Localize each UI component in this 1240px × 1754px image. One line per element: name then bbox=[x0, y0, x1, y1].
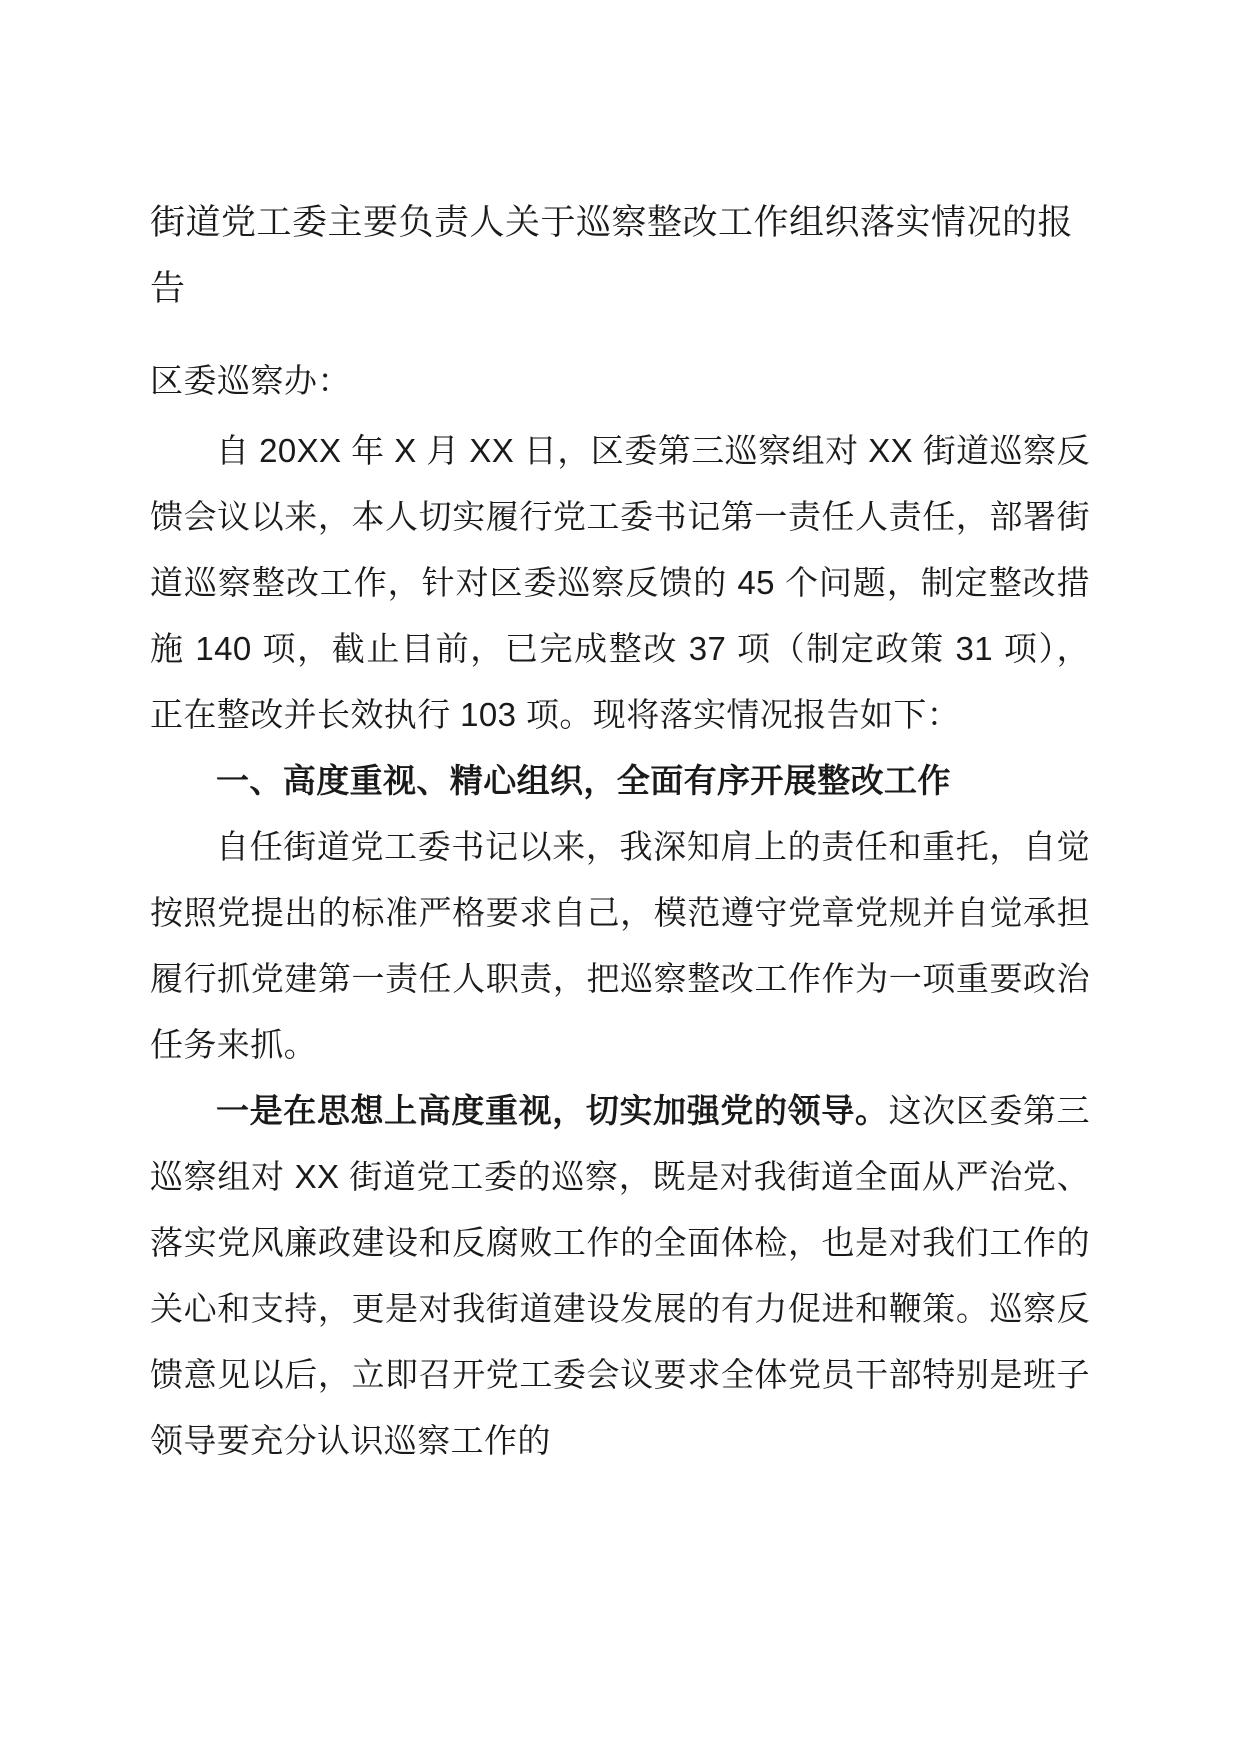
point-one-lead: 一是在思想上高度重视，切实加强党的领导。 bbox=[216, 1092, 889, 1129]
document-salutation: 区委巡察办： bbox=[150, 362, 351, 399]
intro-paragraph: 自 20XX 年 X 月 XX 日，区委第三巡察组对 XX 街道巡察反馈会议以来，本人切实履行党工委书记第一责任人责任，部署街道巡察整改工作，针对区委巡察反馈的 45 个问题，制定整改措施 140 项，截止目前，已完成整改 37 项（制定政策 31 项），正在整改并长效执行 103 项。现将落实情况报告如下： bbox=[150, 432, 1090, 733]
section-one-heading: 一、高度重视、精心组织，全面有序开展整改工作 bbox=[216, 762, 951, 799]
document-title: 街道党工委主要负责人关于巡察整改工作组织落实情况的报告 bbox=[150, 203, 1074, 308]
section-one-paragraph: 自任街道党工委书记以来，我深知肩上的责任和重托，自觉按照党提出的标准严格要求自己，模范遵守党章党规并自觉承担履行抓党建第一责任人职责，把巡察整改工作作为一项重要政治任务来抓。 bbox=[150, 828, 1090, 1063]
point-one-body: 这次区委第三巡察组对 XX 街道党工委的巡察，既是对我街道全面从严治党、落实党风廉政建设和反腐败工作的全面体检，也是对我们工作的关心和支持，更是对我街道建设发展的有力促进和鞭策。巡察反馈意见以后，立即召开党工委会议要求全体党员干部特别是班子领导要充分认识巡察工作的 bbox=[150, 1092, 1091, 1459]
point-one-paragraph bbox=[150, 1078, 1090, 1474]
